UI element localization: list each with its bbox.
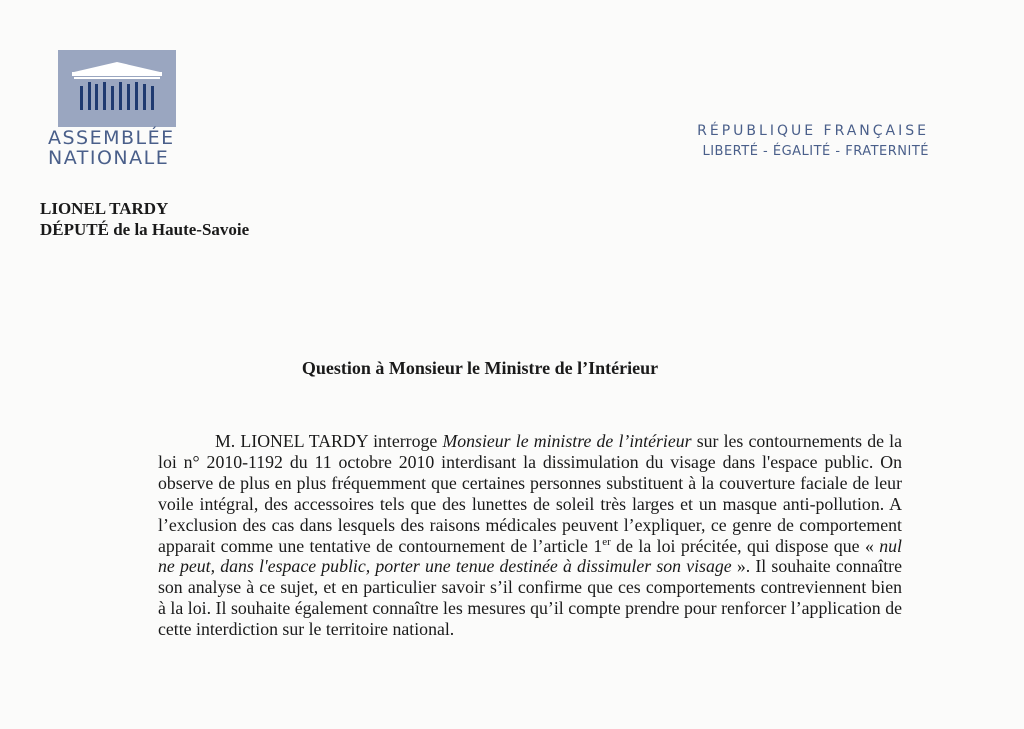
body-text-1: M. LIONEL TARDY interroge xyxy=(215,431,443,451)
document-heading: Question à Monsieur le Ministre de l’Intérieur xyxy=(301,358,659,378)
logo-line-2: NATIONALE xyxy=(48,147,170,169)
republique-title: RÉPUBLIQUE FRANÇAISE xyxy=(697,123,929,139)
author-name: LIONEL TARDY xyxy=(40,199,169,218)
logo-line-1: ASSEMBLÉE xyxy=(48,127,175,149)
document-body xyxy=(158,431,902,640)
republique-motto: LIBERTÉ - ÉGALITÉ - FRATERNITÉ xyxy=(702,144,929,159)
palais-bourbon-emblem xyxy=(58,50,176,127)
logo-wordmark xyxy=(48,128,188,168)
palais-bourbon-icon xyxy=(58,50,176,127)
body-text-4: ». Il souhaite connaître son analyse à ce sujet, et en particulier savoir s’il confirme que ces comportements contreviennent bien à la loi. Il souhaite également connaître les mesures qu’il compte prendre pour renforcer l’application de cette interdiction sur le territoire national. xyxy=(158,556,902,640)
author-block xyxy=(40,198,249,240)
republique-francaise-header xyxy=(697,121,929,163)
body-paragraph xyxy=(158,431,902,640)
body-text-3: de la loi précitée, qui dispose que « xyxy=(610,535,880,556)
body-italic-quote: nul ne peut, dans l'espace public, porter une tenue destinée à dissimuler son visage xyxy=(158,535,902,577)
author-title: DÉPUTÉ de la Haute-Savoie xyxy=(40,220,250,239)
body-italic-addressee: Monsieur le ministre de l’intérieur xyxy=(442,431,692,451)
body-superscript: er xyxy=(602,535,611,548)
body-text-2: sur les contournements de la loi n° 2010-1192 du 11 octobre 2010 interdisant la dissimulation du visage dans l'espace public. On observe de plus en plus fréquemment que certaines personnes substituent à la couverture faciale de leur voile intégral, des accessoires tels que des lunettes de soleil très larges et un masque anti-pollution. A l’exclusion des cas dans lesquels des raisons médicales peuvent l’expliquer, ce genre de comportement apparait comme une tentative de contournement de l’article 1 xyxy=(158,431,902,556)
